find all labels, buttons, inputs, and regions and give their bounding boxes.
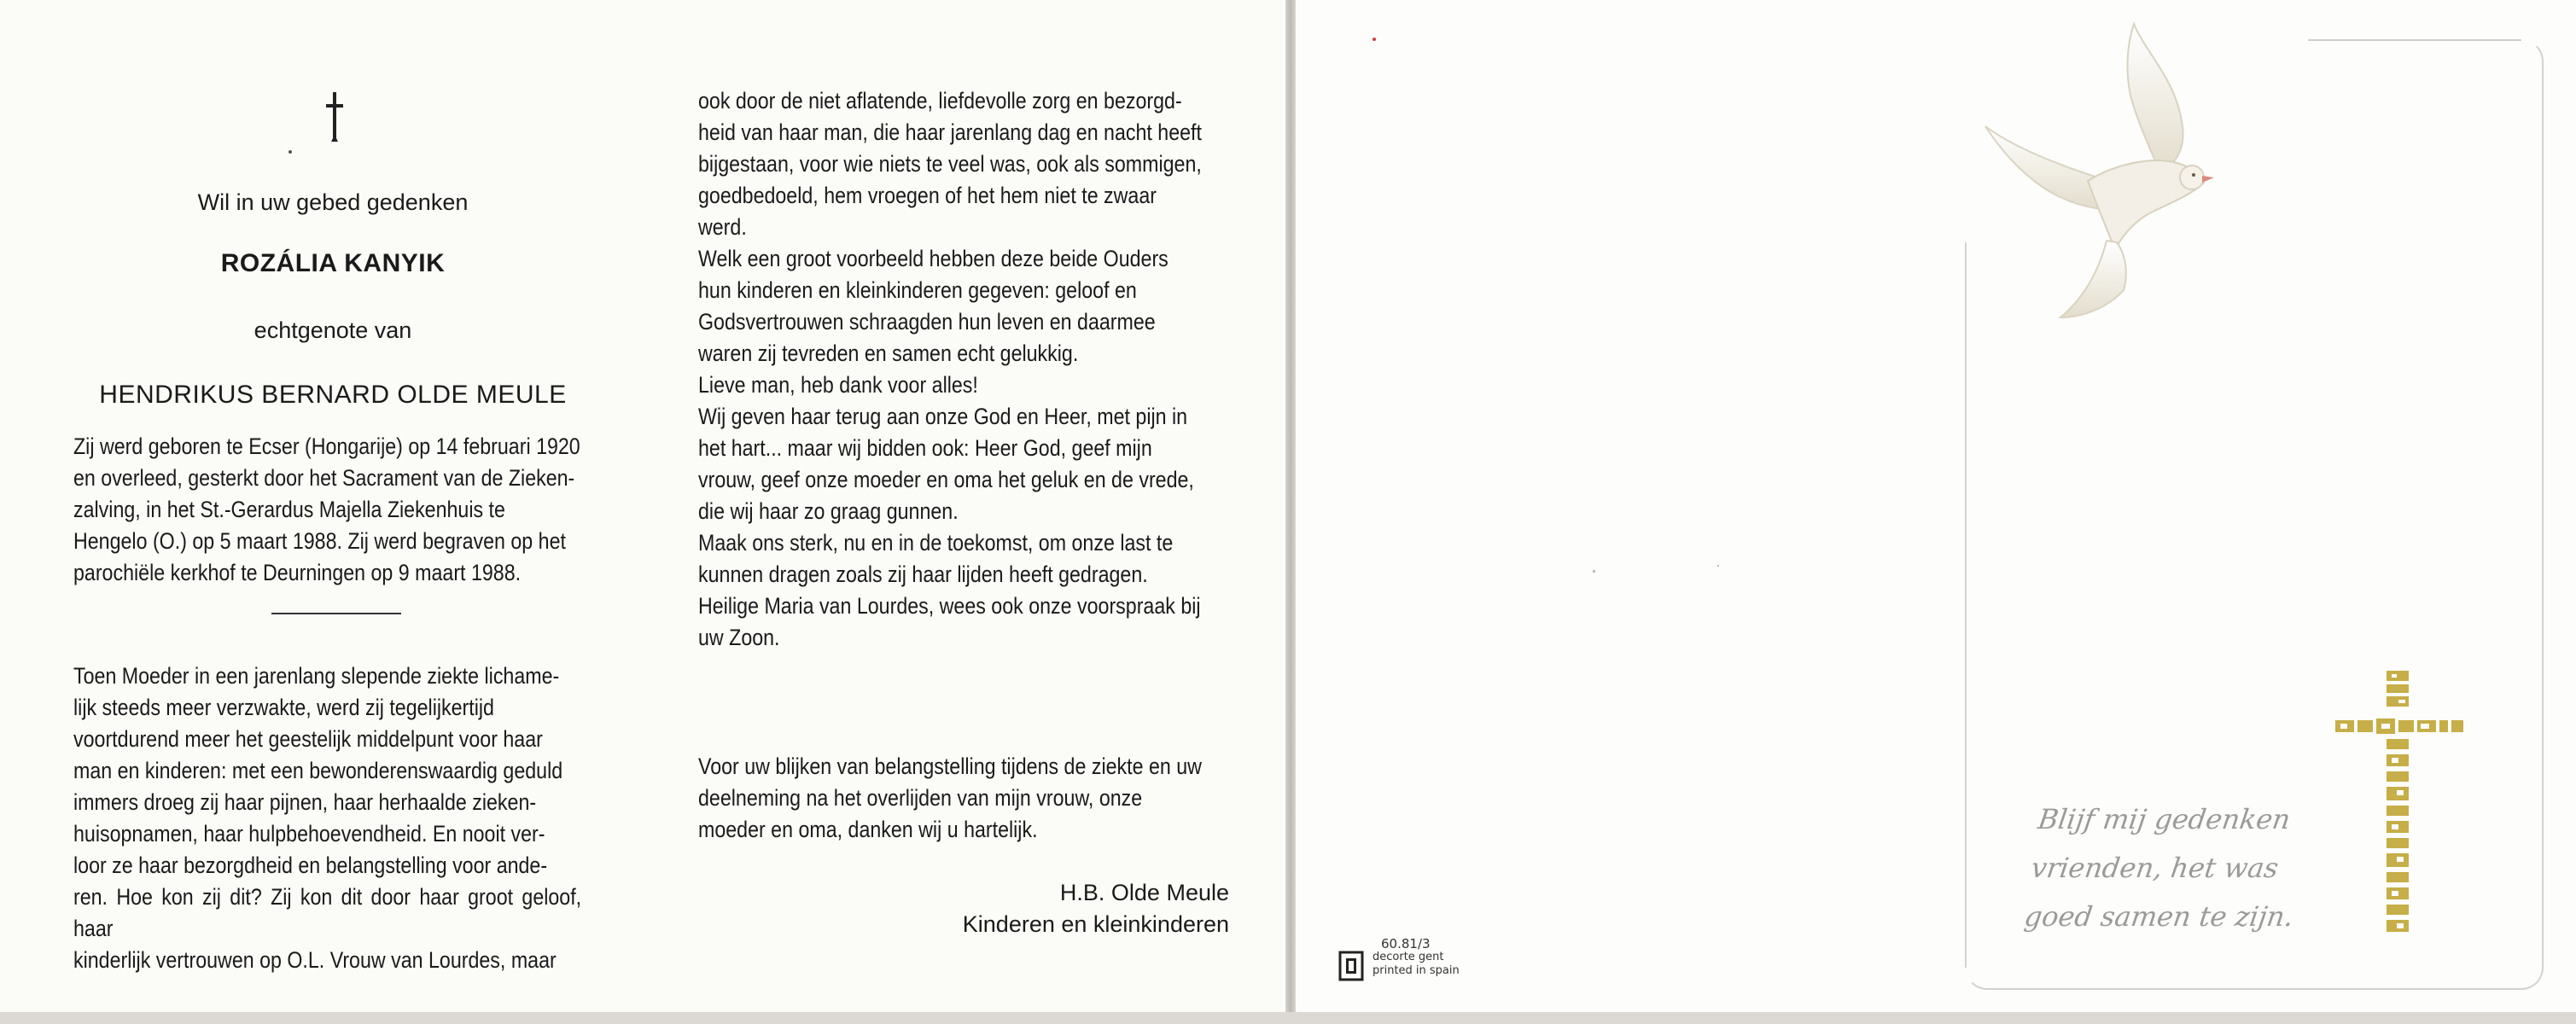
printer-logo-icon xyxy=(1338,949,1364,983)
text-line: het hart... maar wij bidden ook: Heer God, geef mijn xyxy=(698,435,1152,461)
poem-line: vrienden, het was xyxy=(2029,852,2281,884)
text-line: hun kinderen en kleinkinderen gegeven: geloof en xyxy=(698,277,1137,303)
text-line: Wij geven haar terug aan onze God en Heer, met pijn in xyxy=(698,404,1188,429)
text-line: Welk een groot voorbeeld hebben deze beide Ouders xyxy=(698,246,1169,271)
printer-origin: printed in spain xyxy=(1373,964,1460,977)
printer-imprint xyxy=(1373,937,1460,978)
text-line: Hengelo (O.) op 5 maart 1988. Zij werd begraven op het xyxy=(73,528,566,554)
text-line: uw Zoon. xyxy=(698,625,780,650)
text-line: lijk steeds meer verzwakte, werd zij tegelijkertijd xyxy=(73,695,494,720)
text-line: loor ze haar bezorgdheid en belangstelling voor ande- xyxy=(73,852,548,878)
text-line: deelneming na het overlijden van mijn vrouw, onze xyxy=(698,785,1143,811)
deceased-name: ROZÁLIA KANYIK xyxy=(220,249,446,277)
poem-line: Blijf mij gedenken xyxy=(2036,803,2293,835)
divider-rule xyxy=(271,613,401,614)
ink-speck xyxy=(288,150,292,154)
product-code: 60.81/3 xyxy=(1381,936,1431,951)
text-line: Toen Moeder in een jarenlang slepende ziekte lichame- xyxy=(73,663,560,689)
poem-line: goed samen te zijn. xyxy=(2022,900,2296,933)
biography-paragraph xyxy=(73,431,581,589)
text-line: werd. xyxy=(698,214,747,240)
tribute-paragraph-part2 xyxy=(698,85,1212,654)
signoff-line: Kinderen en kleinkinderen xyxy=(962,911,1229,937)
text-line: ren. Hoe kon zij dit? Zij kon dit door haar groot geloof, haar xyxy=(73,884,582,941)
spouse-name: HENDRIKUS BERNARD OLDE MEULE xyxy=(99,381,567,409)
tribute-paragraph-part1 xyxy=(73,660,581,976)
card-frame-top xyxy=(2308,39,2521,41)
scan-edge xyxy=(0,1012,2576,1024)
text-line: bijgestaan, voor wie niets te veel was, ook als sommigen, xyxy=(698,151,1202,177)
text-line: parochiële kerkhof te Deurningen op 9 maart 1988. xyxy=(73,560,522,585)
text-line: moeder en oma, danken wij u hartelijk. xyxy=(698,817,1038,842)
text-line: vrouw, geef onze moeder en oma het geluk en de vrede, xyxy=(698,467,1194,492)
thanks-paragraph xyxy=(698,751,1212,846)
card-fold xyxy=(1285,0,1296,1024)
poem xyxy=(2021,795,2349,941)
text-line: goedbedoeld, hem vroegen of het hem niet te zwaar xyxy=(698,183,1157,208)
cross-icon xyxy=(324,92,345,143)
text-line: die wij haar zo graag gunnen. xyxy=(698,498,959,524)
signoff xyxy=(862,877,1229,940)
paper-speck xyxy=(1717,565,1719,567)
text-line: zalving, in het St.-Gerardus Majella Ziekenhuis te xyxy=(73,497,505,522)
text-line: huisopnamen, haar hulpbehoevendheid. En nooit ver- xyxy=(73,821,545,847)
text-line: kinderlijk vertrouwen op O.L. Vrouw van Lourdes, maar xyxy=(73,947,557,973)
relation-text: echtgenote van xyxy=(254,317,412,343)
paper-speck xyxy=(1593,570,1595,573)
ink-speck xyxy=(1373,38,1376,41)
text-line: waren zij tevreden en samen echt gelukkig. xyxy=(698,340,1079,366)
prayer-invocation: Wil in uw gebed gedenken xyxy=(197,189,469,215)
text-line: Heilige Maria van Lourdes, wees ook onze voorspraak bij xyxy=(698,593,1201,619)
text-line: Godsvertrouwen schraagden hun leven en daarmee xyxy=(698,309,1156,335)
text-line: Voor uw blijken van belangstelling tijdens de ziekte en uw xyxy=(698,753,1202,779)
text-line: ook door de niet aflatende, liefdevolle zorg en bezorgd- xyxy=(698,88,1182,113)
gold-cross-icon xyxy=(2335,671,2472,935)
printer-name: decorte gent xyxy=(1373,951,1444,963)
text-line: immers droeg zij haar pijnen, haar herhaalde zieken- xyxy=(73,789,537,815)
text-line: kunnen dragen zoals zij haar lijden heeft gedragen. xyxy=(698,561,1148,587)
text-line: Lieve man, heb dank voor alles! xyxy=(698,372,978,398)
text-line: en overleed, gesterkt door het Sacrament van de Zieken- xyxy=(73,465,575,491)
card-frame-left xyxy=(1965,242,1967,968)
signoff-line: H.B. Olde Meule xyxy=(1059,880,1229,905)
text-line: heid van haar man, die haar jarenlang dag en nacht heeft xyxy=(698,119,1202,145)
text-line: Zij werd geboren te Ecser (Hongarije) op 14 februari 1920 xyxy=(73,433,580,459)
text-line: voortdurend meer het geestelijk middelpunt voor haar xyxy=(73,726,543,752)
text-line: man en kinderen: met een bewonderenswaardig geduld xyxy=(73,758,563,783)
dove-icon xyxy=(1979,19,2235,326)
text-line: Maak ons sterk, nu en in de toekomst, om onze last te xyxy=(698,530,1174,556)
